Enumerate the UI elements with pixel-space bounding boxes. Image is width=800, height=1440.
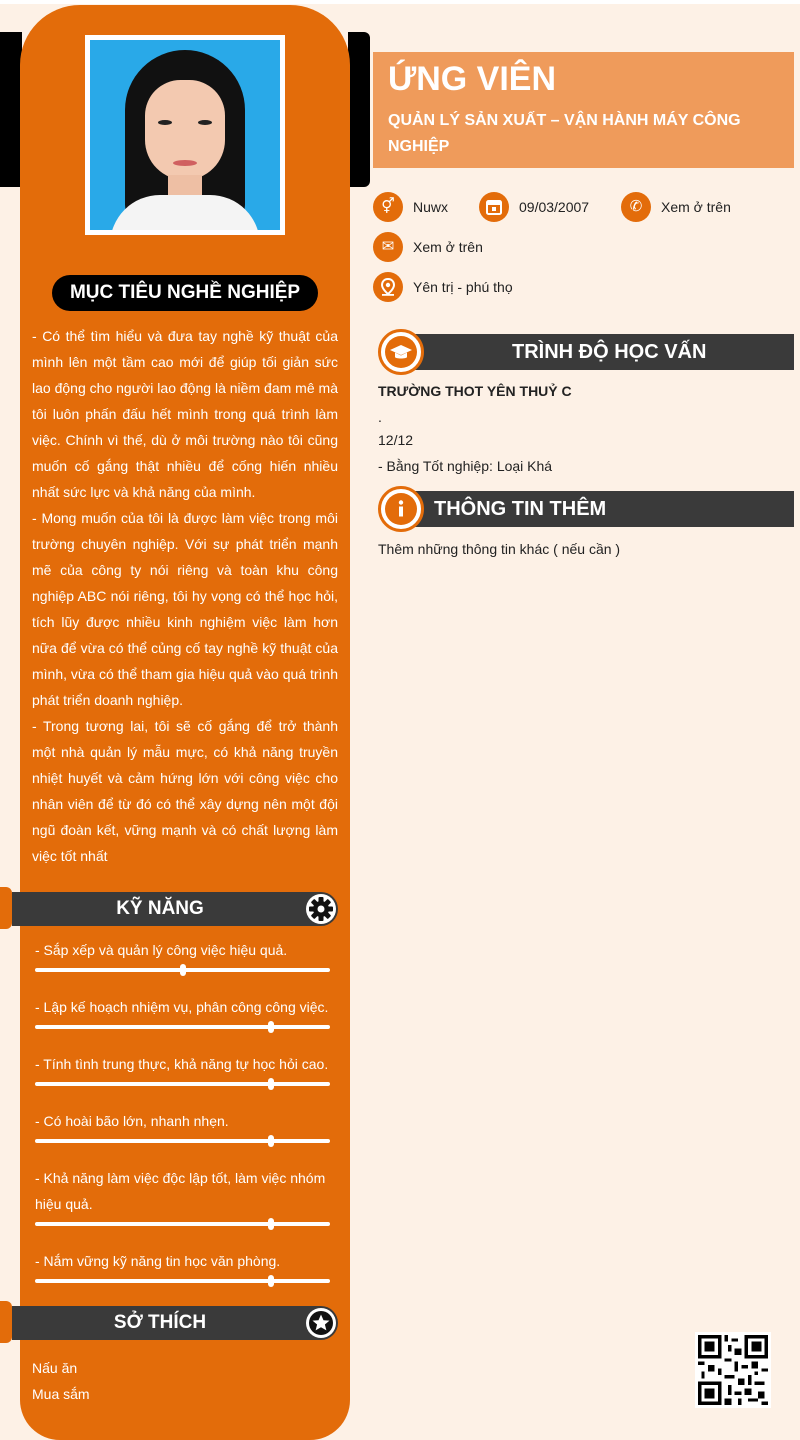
hobbies-list <box>32 1355 90 1407</box>
candidate-role: QUẢN LÝ SẢN XUẤT – VẬN HÀNH MÁY CÔNG NGHIỆP <box>388 112 741 155</box>
skill-item <box>35 1248 335 1283</box>
address-value: Yên trị - phú thọ <box>413 279 513 295</box>
extra-info-text: Thêm những thông tin khác ( nếu cần ) <box>378 541 621 557</box>
skill-bar <box>35 968 330 972</box>
skill-item <box>35 994 335 1029</box>
hobbies-title: SỞ THÍCH <box>113 1312 207 1333</box>
extra-info-title: THÔNG TIN THÊM <box>434 498 607 520</box>
hobbies-nub <box>0 1301 12 1343</box>
skill-bar <box>35 1279 330 1283</box>
skill-knob <box>268 1021 274 1033</box>
education-grade: 12/12 <box>378 432 414 448</box>
candidate-name: ỨNG VIÊN <box>388 60 557 98</box>
qr-code <box>695 1332 771 1408</box>
skills-section-bar <box>12 892 338 926</box>
gear-icon <box>306 894 336 924</box>
skills-title: KỸ NĂNG <box>116 898 204 919</box>
extra-info-section-bar <box>378 490 794 528</box>
hobby-item: Nấu ăn <box>32 1360 78 1376</box>
phone-icon: ✆ <box>621 192 651 222</box>
skill-item <box>35 937 335 972</box>
skill-label: - Nắm vững kỹ năng tin học văn phòng. <box>35 1253 281 1269</box>
skill-label: - Tính tình trung thực, khả năng tự học hỏi cao. <box>35 1056 329 1072</box>
info-icon <box>385 493 417 525</box>
objective-paragraph-1: - Có thể tìm hiểu và đưa tay nghề kỹ thuật của mình lên một tầm cao mới để giúp tối giản sức lao động cho người lao động là niềm đam mê mà tôi luôn phấn đấu hết mình trong quá trình làm việc. Chính vì thế, dù ở môi trường nào tôi cũng muốn cố gắng thật nhiều để cống hiến nhiều nhất sức lực và khả năng của mình. <box>32 328 338 500</box>
skill-bar <box>35 1222 330 1226</box>
header-band <box>373 52 794 168</box>
calendar-icon <box>479 192 509 222</box>
email-icon: ✉ <box>373 232 403 262</box>
email-value: Xem ở trên <box>413 239 483 255</box>
skill-label: - Sắp xếp và quản lý công việc hiệu quả. <box>35 942 288 958</box>
dob-value: 09/03/2007 <box>519 199 590 215</box>
education-section-bar <box>378 333 794 371</box>
hobbies-section-bar <box>12 1306 338 1340</box>
left-sidebar <box>20 5 350 1440</box>
objective-title: MỤC TIÊU NGHỀ NGHIỆP <box>52 275 318 311</box>
skill-knob <box>268 1135 274 1147</box>
skill-knob <box>180 964 186 976</box>
skill-label: - Có hoài bão lớn, nhanh nhẹn. <box>35 1113 229 1129</box>
right-black-tab <box>348 32 370 187</box>
skills-nub <box>0 887 12 929</box>
phone-value: Xem ở trên <box>661 199 731 215</box>
skills-list <box>35 937 335 1305</box>
skill-label: - Lập kế hoạch nhiệm vụ, phân công công việc. <box>35 999 329 1015</box>
education-title: TRÌNH ĐỘ HỌC VẤN <box>512 341 707 363</box>
skill-item <box>35 1165 335 1226</box>
skill-knob <box>268 1078 274 1090</box>
skill-bar <box>35 1025 330 1029</box>
education-detail: - Bằng Tốt nghiệp: Loại Khá <box>378 458 553 474</box>
skill-item <box>35 1108 335 1143</box>
top-divider <box>0 0 800 4</box>
gender-value: Nuwx <box>413 199 449 215</box>
graduation-cap-icon <box>385 336 417 368</box>
objective-text <box>32 323 338 869</box>
skill-bar <box>35 1082 330 1086</box>
avatar-frame <box>85 35 285 235</box>
education-dot: . <box>378 409 382 425</box>
avatar <box>90 40 280 230</box>
skill-label: - Khả năng làm việc độc lập tốt, làm việc nhóm hiệu quả. <box>35 1170 326 1212</box>
left-black-tab <box>0 32 22 187</box>
skill-item <box>35 1051 335 1086</box>
objective-paragraph-2: - Mong muốn của tôi là được làm việc trong môi trường chuyên nghiệp. Với sự phát triển mạnh mẽ của công ty nói riêng và toàn khu công nghiệp ABC nói riêng, tôi hy vọng có thể học hỏi, tích lũy được nhiều kinh nghiệm việc làm hơn nữa để vừa có thể củng cố tay nghề kỹ thuật của mình, vừa có thể tham gia hiệu quả vào quá trình phát triển doanh nghiệp. <box>32 510 338 708</box>
gender-icon: ⚥ <box>373 192 403 222</box>
star-icon <box>306 1308 336 1338</box>
skill-knob <box>268 1218 274 1230</box>
skill-bar <box>35 1139 330 1143</box>
location-pin-icon <box>373 272 403 302</box>
objective-paragraph-3: - Trong tương lai, tôi sẽ cố gắng để trở thành một nhà quản lý mẫu mực, có khả năng truyền nhiệt huyết và cảm hứng lớn với công việc cho nhân viên để từ đó có thể xây dựng nên một đội ngũ đoàn kết, vững mạnh và có chất lượng làm việc tốt nhất <box>32 718 338 864</box>
hobby-item: Mua sắm <box>32 1386 90 1402</box>
skill-knob <box>268 1275 274 1287</box>
school-name: TRƯỜNG THOT YÊN THUỶ C <box>378 383 572 399</box>
